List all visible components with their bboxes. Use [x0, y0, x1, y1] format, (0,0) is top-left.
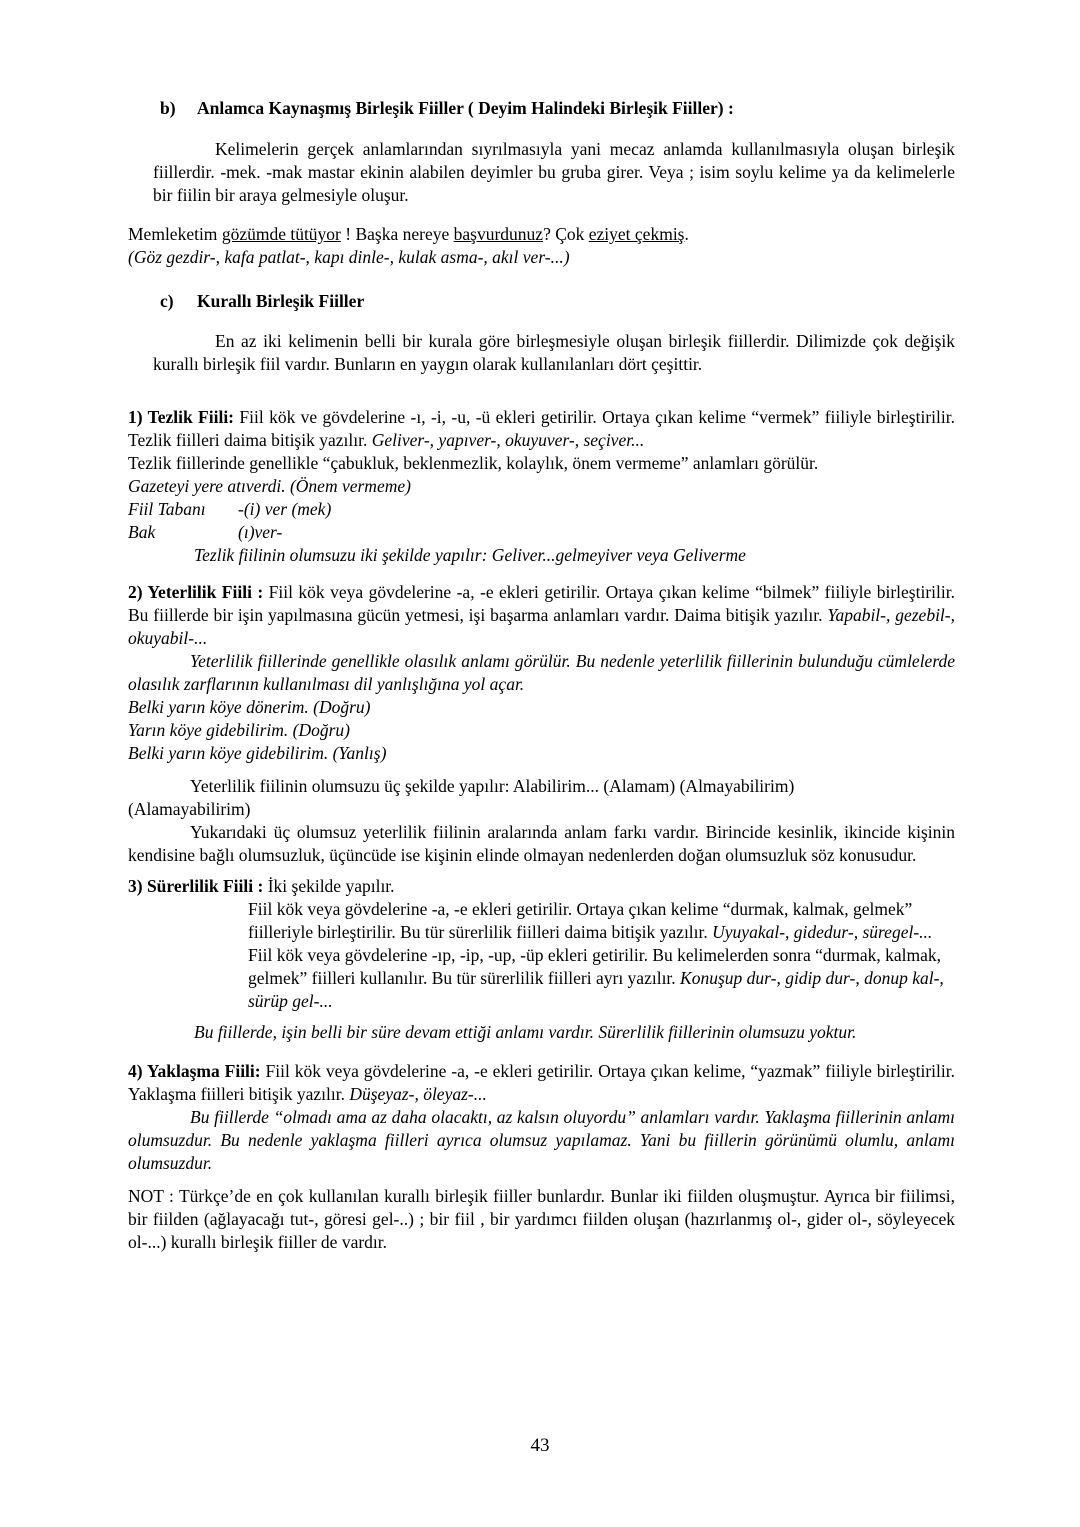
surerlilik-item-body: Fiil kök veya gövdelerine -a, -e ekleri getirilir. Ortaya çıkan kelime “durmak, kalmak, gelmek” fiilleriyle birleştirilir. Bu tür sürerlilik fiilleri daima bitişik yazılır.: [248, 899, 913, 942]
surerlilik-item-1: [248, 898, 955, 944]
section-heading-c: [160, 290, 955, 313]
yaklasma-note: Bu fiillerde “olmadı ama az daha olacaktı, az kalsın oluyordu” anlamları vardır. Yaklaşma fiillerinin anlamı olumsuzdur. Bu nedenle yaklaşma fiilleri ayrıca olumsuz yapılamaz. Yani bu fiillerin görünümü olumlu, anlamı olumsuzdur.: [128, 1107, 955, 1173]
surerlilik-item-2: [248, 944, 955, 1013]
example-text: ? Çok: [543, 224, 589, 244]
tezlik-examples: Geliver-, yapıver-, okuyuver-, seçiver...: [371, 430, 645, 450]
paragraph-not: NOT : Türkçe’de en çok kullanılan kurallı birleşik fiiller bunlardır. Bunlar iki fiilden oluşmuştur. Ayrıca bir fiilimsi, bir fiilden (ağlayacağı tut-, göresi gel-..) ; bir fiil , bir yardımcı fiilden oluşan (hazırlanmış ol-, gider ol-, söyleyecek ol-...) kurallı birleşik fiiller de vardır.: [128, 1186, 955, 1252]
tezlik-body: Fiil kök ve gövdelerine -ı, -i, -u, -ü ekleri getirilir. Ortaya çıkan kelime “vermek” fiiliyle birleştirilir. Tezlik fiilleri daima bitişik yazılır.: [128, 407, 955, 450]
yeterlilik-body: Fiil kök veya gövdelerine -a, -e ekleri getirilir. Ortaya çıkan kelime “bilmek” fiiliyle birleştirilir. Bu fiillerde bir işin yapılmasına gücün yetmesi, işi başarma anlamları vardır. Daima bitişik yazılır.: [128, 582, 955, 625]
yeterlilik-title: 2) Yeterlilik Fiili :: [128, 582, 264, 602]
example-sentence-deyim: [128, 223, 955, 246]
yeterlilik-meaning: Yeterlilik fiillerinde genellikle olasılık anlamı görülür. Bu nedenle yeterlilik fiillerinin bulunduğu cümlelerde olasılık zarflarının kullanılması dil yanlışlığına yol açar.: [128, 651, 955, 694]
underlined-phrase: başvurdunuz: [453, 224, 544, 244]
surerlilik-title: 3) Sürerlilik Fiili :: [128, 876, 264, 896]
surerlilik-item-examples: Uyuyakal-, gidedur-, süregel-...: [712, 922, 933, 942]
yeterlilik-negative-line-2: (Alamayabilirim): [128, 799, 251, 819]
tezlik-title: 1) Tezlik Fiili:: [128, 407, 235, 427]
document-body: [128, 97, 955, 1254]
example-text: ! Başka nereye: [340, 224, 454, 244]
example-list-deyim: (Göz gezdir-, kafa patlat-, kapı dinle-, kulak asma-, akıl ver-...): [128, 247, 570, 267]
paragraph-intro-b: Kelimelerin gerçek anlamlarından sıyrılmasıyla yani mecaz anlamda kullanılmasıyla oluşan birleşik fiillerdir. -mek. -mak mastar ekinin alabilen deyimler bu gruba girer. Veya ; isim soylu kelime ya da kelimelerle bir fiilin bir araya gelmesiyle oluşur.: [153, 139, 955, 205]
underlined-phrase: gözümde tütüyor: [221, 224, 341, 244]
yeterlilik-negative-note: Yukarıdaki üç olumsuz yeterlilik fiilinin aralarında anlam farkı vardır. Birincide kesinlik, ikincide kişinin kendisine bağlı olumsuzluk, üçüncüde ise kişinin elinde olmayan nedenlerden doğan olumsuzluk söz konusudur.: [128, 822, 955, 865]
section-label-b: b): [160, 98, 176, 118]
surerlilik-item-examples: Konuşup dur-, gidip dur-, donup kal-, sürüp gel-...: [248, 968, 944, 1011]
paragraph-surerlilik: [128, 875, 955, 898]
tezlik-negative: Tezlik fiilinin olumsuzu iki şekilde yapılır: Geliver...gelmeyiver veya Geliverme: [194, 545, 746, 565]
yeterlilik-example-1: Belki yarın köye dönerim. (Doğru): [128, 697, 371, 717]
yeterlilik-example-2: Yarın köye gidebilirim. (Doğru): [128, 720, 350, 740]
section-heading-b: [160, 97, 955, 120]
underlined-phrase: eziyet çekmiş: [588, 224, 685, 244]
tezlik-table-row-1: [128, 498, 955, 521]
surerlilik-item-body: Fiil kök veya gövdelerine -ıp, -ip, -up, -üp ekleri getirilir. Bu kelimelerden sonra “durmak, kalmak, gelmek” fiilleri kullanılır. Bu tür sürerlilik fiilleri ayrı yazılır.: [248, 945, 942, 988]
paragraph-tezlik-meaning: Tezlik fiillerinde genellikle “çabukluk, beklenmezlik, kolaylık, önem vermeme” anlamları görülür.: [128, 453, 819, 473]
paragraph-yeterlilik: [128, 581, 955, 650]
paragraph-intro-c: En az iki kelimenin belli bir kurala göre birleşmesiyle oluşan birleşik fiillerdir. Dilimizde çok değişik kurallı birleşik fiil vardır. Bunların en yaygın olarak kullanılanları dört çeşittir.: [153, 331, 955, 374]
surerlilik-note: Bu fiillerde, işin belli bir süre devam ettiği anlamı vardır. Sürerlilik fiillerinin olumsuzu yoktur.: [194, 1022, 857, 1042]
tezlik-table-cell: -(i) ver (mek): [238, 499, 332, 519]
example-sentence-tezlik: Gazeteyi yere atıverdi. (Önem vermeme): [128, 476, 411, 496]
tezlik-table-cell: (ı)ver-: [238, 522, 283, 542]
yeterlilik-example-3: Belki yarın köye gidebilirim. (Yanlış): [128, 743, 387, 763]
yaklasma-body: Fiil kök veya gövdelerine -a, -e ekleri getirilir. Ortaya çıkan kelime, “yazmak” fiiliyle birleştirilir. Yaklaşma fiilleri bitişik yazılır.: [128, 1061, 955, 1104]
section-title-c: Kurallı Birleşik Fiiller: [197, 291, 365, 311]
paragraph-tezlik: [128, 406, 955, 452]
example-text: Memleketim: [128, 224, 222, 244]
section-label-c: c): [160, 291, 174, 311]
section-title-b: Anlamca Kaynaşmış Birleşik Fiiller ( Deyim Halindeki Birleşik Fiiller) :: [197, 98, 734, 118]
tezlik-table-cell: Bak: [128, 522, 156, 542]
yeterlilik-examples: Yapabil-, gezebil-, okuyabil-...: [128, 605, 955, 648]
paragraph-yaklasma: [128, 1060, 955, 1106]
tezlik-table-cell: Fiil Tabanı: [128, 499, 206, 519]
example-text: .: [684, 224, 689, 244]
yaklasma-examples: Düşeyaz-, öleyaz-...: [349, 1084, 487, 1104]
page-number: 43: [530, 1435, 550, 1456]
tezlik-table-row-2: [128, 521, 955, 544]
yeterlilik-negative-line-1: Yeterlilik fiilinin olumsuzu üç şekilde yapılır: Alabilirim... (Alamam) (Almayabilirim): [190, 776, 795, 796]
surerlilik-intro: İki şekilde yapılır.: [263, 876, 395, 896]
yaklasma-title: 4) Yaklaşma Fiili:: [128, 1061, 261, 1081]
